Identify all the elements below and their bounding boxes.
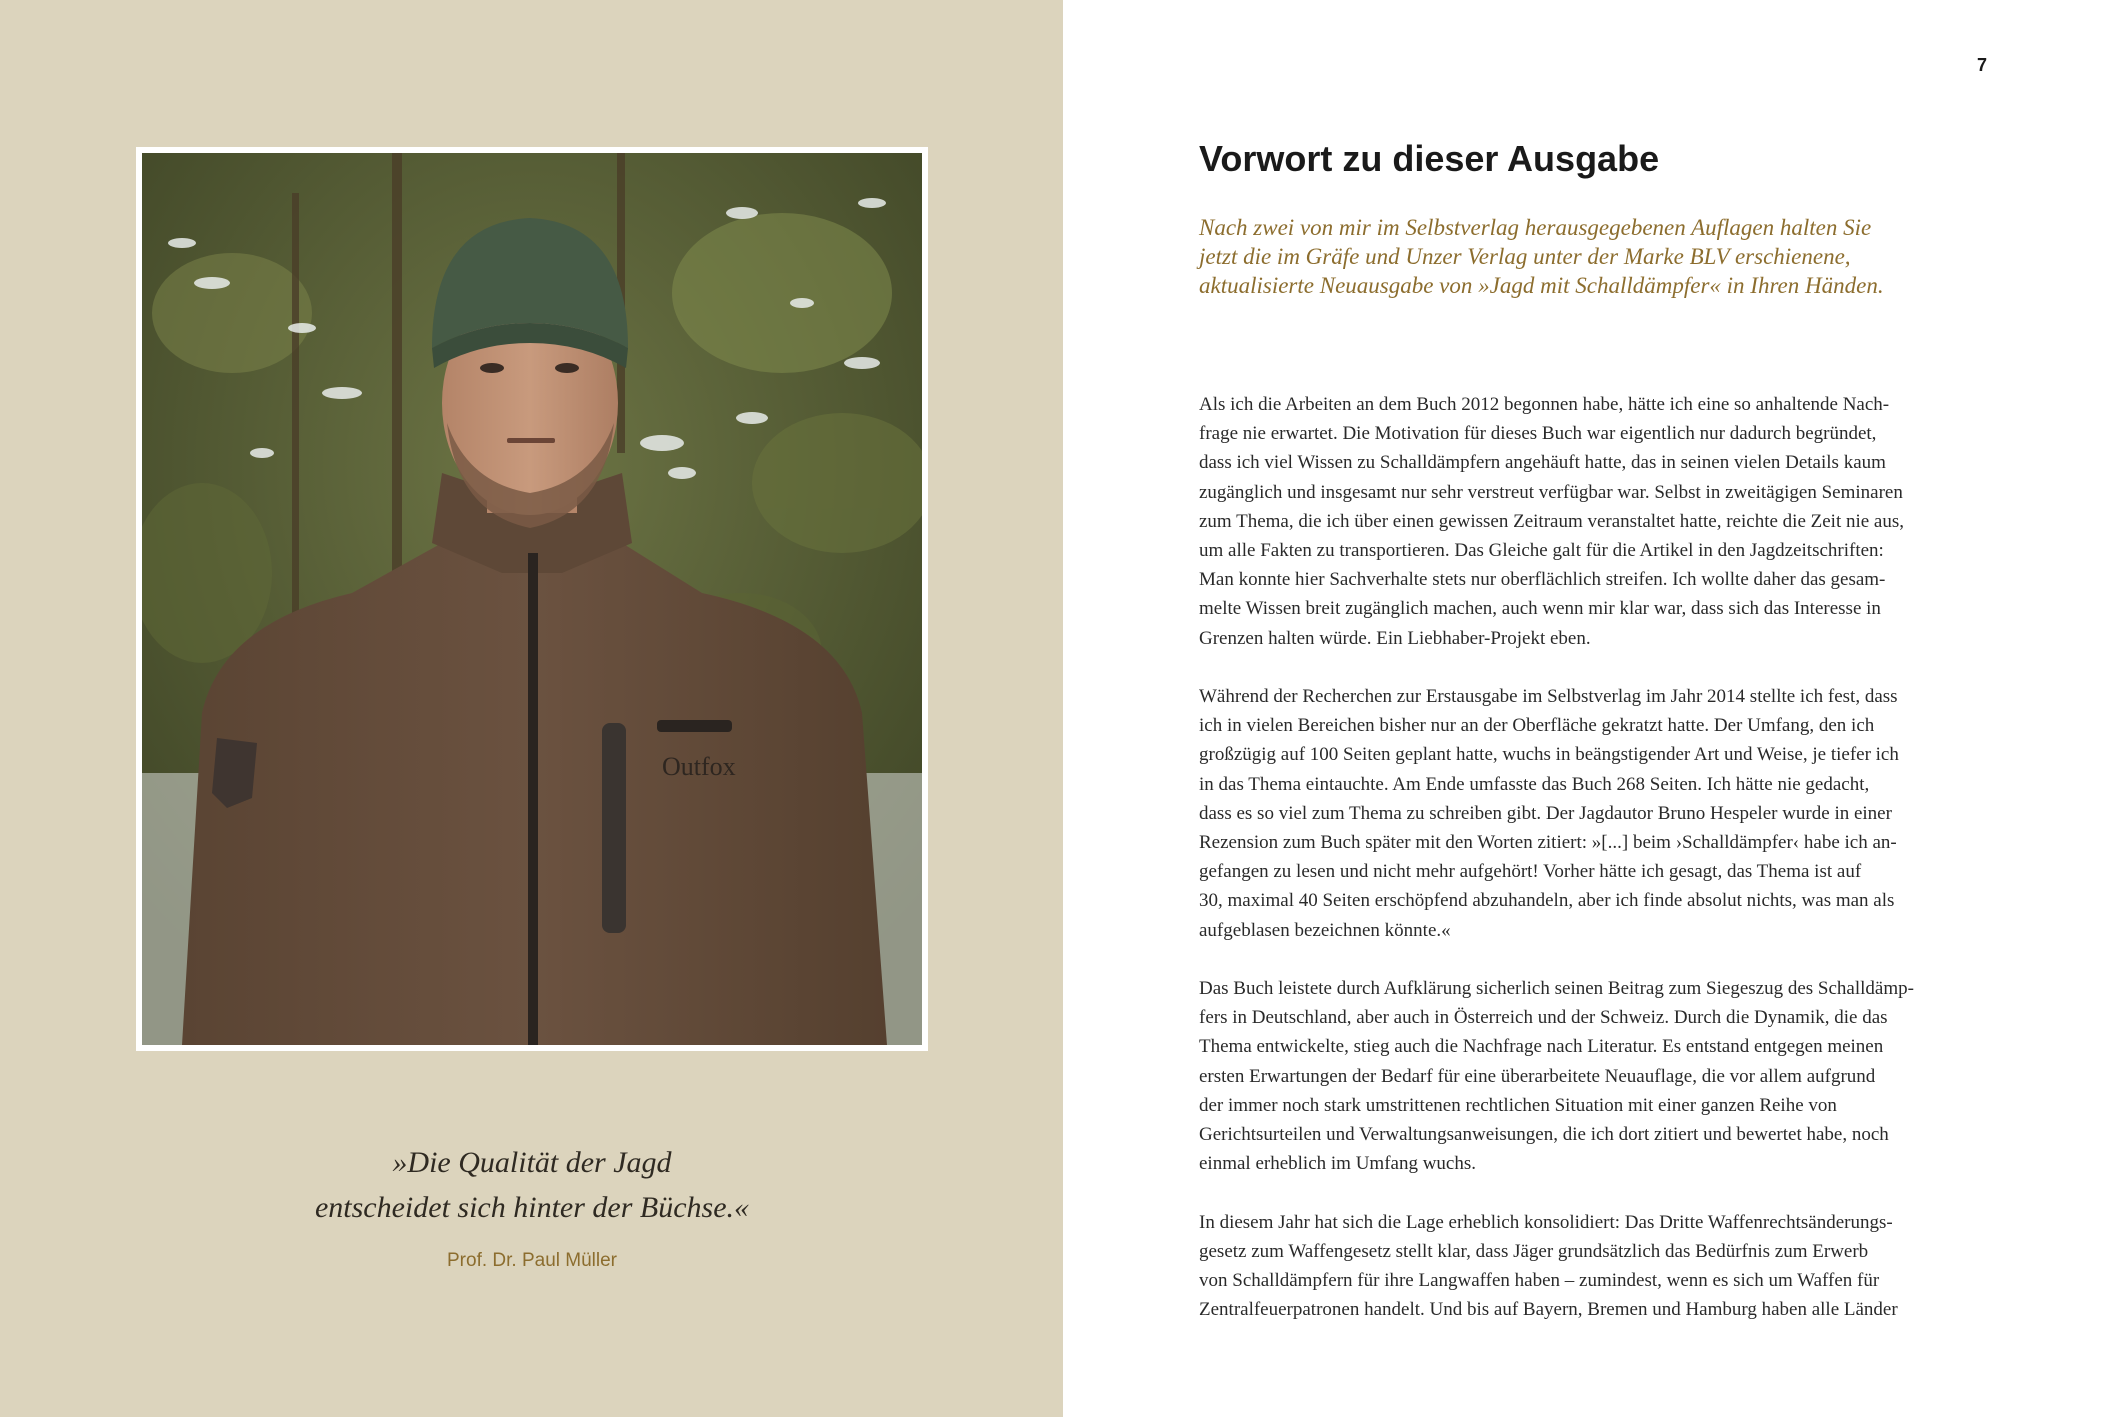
text-line: Während der Recherchen zur Erstausgabe im Selbstverlag im Jahr 2014 stellte ich fest, dass <box>1199 686 1898 708</box>
text-line: Das Buch leistete durch Aufklärung sicherlich seinen Beitrag zum Siegeszug des Schalldämp- <box>1199 978 1914 1000</box>
text-line: Thema entwickelte, stieg auch die Nachfrage nach Literatur. Es entstand entgegen meinen <box>1199 1036 1884 1058</box>
text-line: dass es so viel zum Thema zu schreiben gibt. Der Jagdautor Bruno Hespeler wurde in einer <box>1199 802 1892 824</box>
quote-line: »Die Qualität der Jagd <box>392 1146 672 1179</box>
text-line: dass ich viel Wissen zu Schalldämpfern angehäuft hatte, das in seinen vielen Details kaum <box>1199 452 1886 474</box>
paragraph-1 <box>1199 390 1999 653</box>
jacket-logo-text: Outfox <box>662 752 736 781</box>
text-line: ich in vielen Bereichen bisher nur an der Oberfläche gekratzt hatte. Der Umfang, den ich <box>1199 715 1875 737</box>
text-line: von Schalldämpfern für ihre Langwaffen haben – zumindest, wenn es sich um Waffen für <box>1199 1270 1880 1292</box>
text-line: In diesem Jahr hat sich die Lage erheblich konsolidiert: Das Dritte Waffenrechtsänderungs- <box>1199 1211 1893 1233</box>
paragraph-3 <box>1199 974 1999 1178</box>
intro-line: aktualisierte Neuausgabe von »Jagd mit Schalldämpfer« in Ihren Händen. <box>1199 273 1884 298</box>
text-line: Zentralfeuerpatronen handelt. Und bis auf Bayern, Bremen und Hamburg haben alle Länder <box>1199 1299 1898 1321</box>
text-line: zugänglich und insgesamt nur sehr verstreut verfügbar war. Selbst in zweitägigen Seminaren <box>1199 481 1903 503</box>
intro-line: jetzt die im Gräfe und Unzer Verlag unter der Marke BLV erschienene, <box>1199 244 1851 269</box>
paragraph-2 <box>1199 682 1999 945</box>
text-line: melte Wissen breit zugänglich machen, auch wenn mir klar war, dass sich das Interesse in <box>1199 598 1881 620</box>
intro-text <box>1199 213 1999 300</box>
text-line: Man konnte hier Sachverhalte stets nur oberflächlich streifen. Ich wollte daher das gesam- <box>1199 569 1886 591</box>
text-line: um alle Fakten zu transportieren. Das Gleiche galt für die Artikel in den Jagdzeitschriften: <box>1199 540 1884 562</box>
portrait-photo <box>142 153 922 1045</box>
body-text <box>1199 390 1999 1324</box>
text-line: aufgeblasen bezeichnen könnte.« <box>1199 919 1451 941</box>
page-number: 7 <box>1977 55 1988 75</box>
quote-author: Prof. Dr. Paul Müller <box>447 1250 617 1271</box>
intro-line: Nach zwei von mir im Selbstverlag herausgegebenen Auflagen halten Sie <box>1199 215 1872 240</box>
text-line: 30, maximal 40 Seiten erschöpfend abzuhandeln, aber ich finde absolut nichts, was man als <box>1199 890 1895 912</box>
portrait-photo-frame <box>136 147 928 1051</box>
text-line: der immer noch stark umstrittenen rechtlichen Situation mit einer ganzen Reihe von <box>1199 1094 1837 1116</box>
paragraph-gap <box>1199 1178 1999 1207</box>
chapter-heading: Vorwort zu dieser Ausgabe <box>1199 138 1660 179</box>
text-line: in das Thema eintauchte. Am Ende umfasste das Buch 268 Seiten. Ich hätte nie gedacht, <box>1199 773 1870 795</box>
text-line: Grenzen halten würde. Ein Liebhaber-Projekt eben. <box>1199 627 1591 649</box>
paragraph-4 <box>1199 1208 1999 1325</box>
text-line: einmal erheblich im Umfang wuchs. <box>1199 1153 1477 1175</box>
text-line: zum Thema, die ich über einen gewissen Zeitraum veranstaltet hatte, reichte die Zeit nie aus, <box>1199 510 1905 532</box>
text-line: Gerichtsurteilen und Verwaltungsanweisungen, die ich dort zitiert und bewertet habe, noch <box>1199 1124 1889 1146</box>
pull-quote <box>136 1140 928 1230</box>
text-line: ersten Erwartungen der Bedarf für eine überarbeitete Neuauflage, die vor allem aufgrund <box>1199 1065 1876 1087</box>
text-line: fers in Deutschland, aber auch in Österreich und der Schweiz. Durch die Dynamik, die das <box>1199 1007 1888 1029</box>
portrait-illustration <box>142 153 922 1045</box>
paragraph-gap <box>1199 653 1999 682</box>
text-line: gesetz zum Waffengesetz stellt klar, dass Jäger grundsätzlich das Bedürfnis zum Erwerb <box>1199 1240 1869 1262</box>
paragraph-gap <box>1199 945 1999 974</box>
text-line: gefangen zu lesen und nicht mehr aufgehört! Vorher hätte ich gesagt, das Thema ist auf <box>1199 861 1862 883</box>
text-line: Als ich die Arbeiten an dem Buch 2012 begonnen habe, hätte ich eine so anhaltende Nach- <box>1199 394 1890 415</box>
quote-line: entscheidet sich hinter der Büchse.« <box>314 1191 750 1224</box>
text-line: großzügig auf 100 Seiten geplant hatte, wuchs in beängstigender Art und Weise, je tiefer ich <box>1199 744 1899 766</box>
text-line: frage nie erwartet. Die Motivation für dieses Buch war eigentlich nur dadurch begründet, <box>1199 423 1877 445</box>
text-line: Rezension zum Buch später mit den Worten zitiert: »[...] beim ›Schalldämpfer‹ habe ich an- <box>1199 832 1897 854</box>
